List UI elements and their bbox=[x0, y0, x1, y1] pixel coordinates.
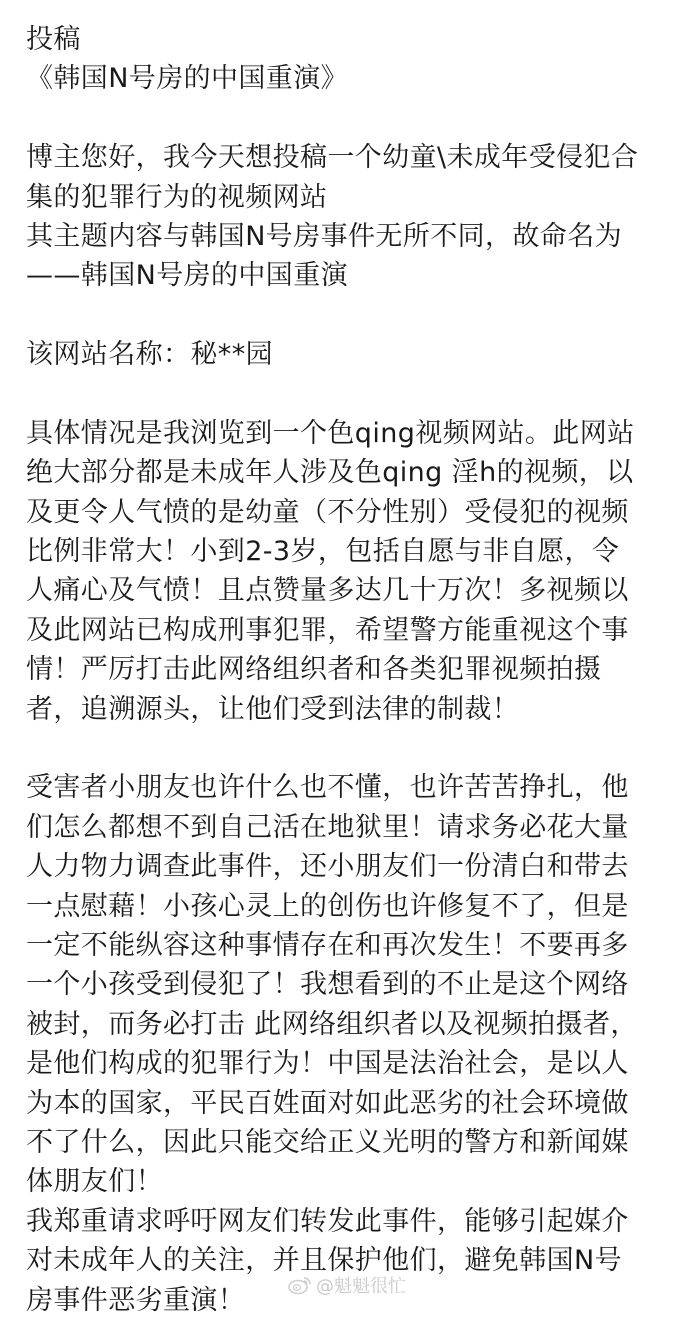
weibo-icon bbox=[288, 1275, 312, 1295]
doc-line: 对未成年人的关注，并且保护他们，避免韩国N号 bbox=[26, 1245, 622, 1277]
blank-line bbox=[26, 375, 676, 414]
doc-line: 受害者小朋友也许什么也不懂，也许苦苦挣扎，他 bbox=[26, 772, 629, 804]
doc-line: 为本的国家，平民百姓面对如此恶劣的社会环境做 bbox=[26, 1087, 629, 1119]
doc-line: 集的犯罪行为的视频网站 bbox=[26, 181, 328, 213]
doc-line: 及更令人气愤的是幼童（不分性别）受侵犯的视频 bbox=[26, 496, 629, 528]
doc-line: 绝大部分都是未成年人涉及色qing 淫h的视频，以 bbox=[26, 457, 634, 489]
doc-line: 们怎么都想不到自己活在地狱里！请求务必花大量 bbox=[26, 811, 629, 843]
doc-line: 我郑重请求呼吁网友们转发此事件，能够引起媒介 bbox=[26, 1205, 629, 1237]
doc-line: 人力物力调查此事件，还小朋友们一份清白和带去 bbox=[26, 851, 629, 883]
weibo-watermark bbox=[288, 1272, 406, 1298]
blank-line bbox=[26, 729, 676, 768]
doc-line: 是他们构成的犯罪行为！中国是法治社会，是以人 bbox=[26, 1048, 629, 1080]
doc-line: 情！严厉打击此网络组织者和各类犯罪视频拍摄 bbox=[26, 654, 602, 686]
doc-line: 博主您好，我今天想投稿一个幼童\未成年受侵犯合 bbox=[26, 142, 639, 174]
doc-line: 体朋友们！ bbox=[26, 1166, 163, 1198]
doc-line: 该网站名称：秘**园 bbox=[26, 339, 273, 371]
doc-line: 投稿 bbox=[26, 24, 81, 55]
doc-line: 人痛心及气愤！且点赞量多达几十万次！多视频以 bbox=[26, 575, 629, 607]
doc-line: 房事件恶劣重演！ bbox=[26, 1284, 246, 1316]
doc-line: ——韩国N号房的中国重演 bbox=[26, 260, 348, 292]
doc-line: 一个小孩受到侵犯了！我想看到的不止是这个网络 bbox=[26, 969, 629, 1001]
blank-line bbox=[26, 99, 676, 138]
doc-line: 具体情况是我浏览到一个色qing视频网站。此网站 bbox=[26, 417, 635, 449]
doc-line: 一点慰藉！小孩心灵上的创伤也许修复不了，但是 bbox=[26, 890, 629, 922]
document-body bbox=[26, 20, 676, 1320]
doc-line: 者，追溯源头，让他们受到法律的制裁！ bbox=[26, 693, 520, 725]
doc-line: 其主题内容与韩国N号房事件无所不同，故命名为 bbox=[26, 220, 622, 252]
doc-line: 一定不能纵容这种事情存在和再次发生！不要再多 bbox=[26, 929, 629, 961]
doc-line: 被封，而务必打击 此网络组织者以及视频拍摄者， bbox=[26, 1008, 638, 1040]
doc-line: 及此网站已构成刑事犯罪，希望警方能重视这个事 bbox=[26, 614, 629, 646]
blank-line bbox=[26, 296, 676, 335]
doc-line: 不了什么，因此只能交给正义光明的警方和新闻媒 bbox=[26, 1126, 629, 1158]
doc-line: 比例非常大！小到2-3岁，包括自愿与非自愿，令 bbox=[26, 536, 620, 568]
doc-line: 《韩国N号房的中国重演》 bbox=[26, 63, 348, 95]
watermark-text: @魁魁很忙 bbox=[316, 1276, 406, 1297]
